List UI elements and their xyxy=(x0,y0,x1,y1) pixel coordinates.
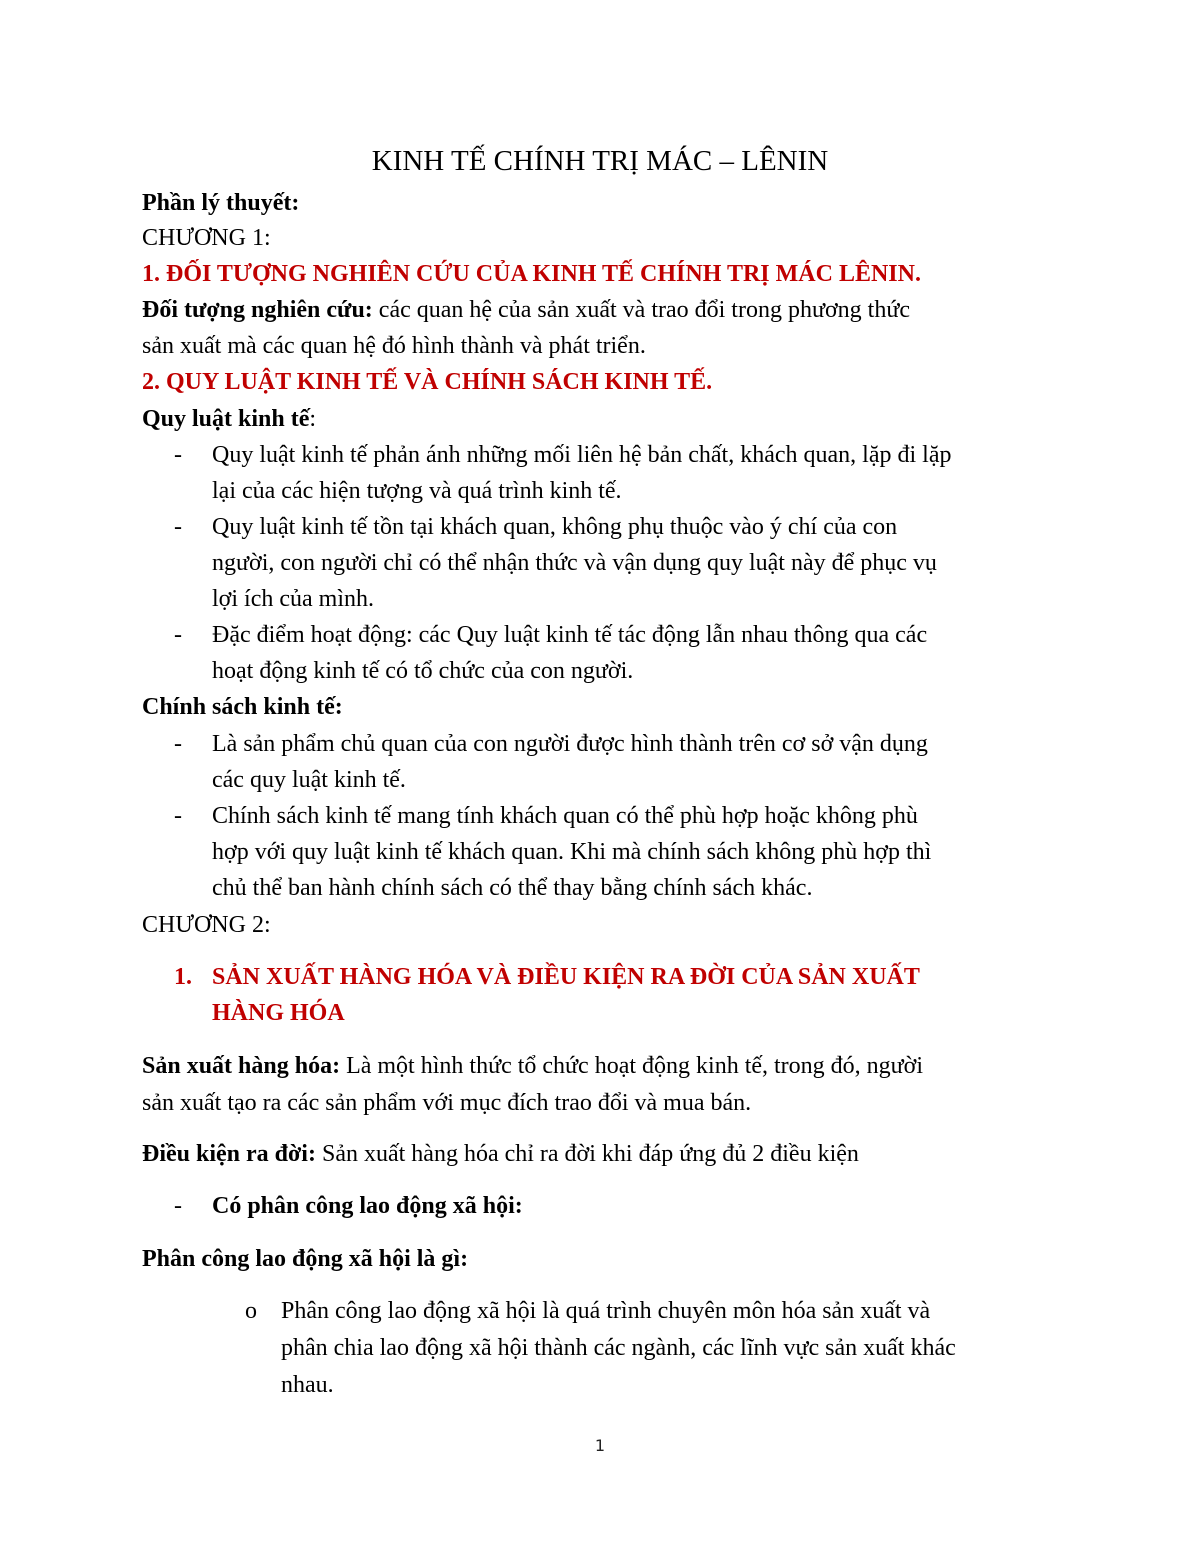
page-number: 1 xyxy=(594,1436,606,1455)
chapter-2-heading: CHƯƠNG 2: xyxy=(142,912,271,938)
economic-law-heading xyxy=(142,404,316,434)
bullet-dash: - xyxy=(174,1193,182,1219)
chapter-1-section-1-title: 1. ĐỐI TƯỢNG NGHIÊN CỨU CỦA KINH TẾ CHÍNH TRỊ MÁC LÊNIN. xyxy=(142,261,921,287)
economic-law-bullet-1-line-1: Quy luật kinh tế phản ánh những mối liên hệ bản chất, khách quan, lặp đi lặp xyxy=(212,442,952,468)
economic-policy-heading: Chính sách kinh tế: xyxy=(142,694,343,720)
bullet-dash: - xyxy=(174,731,182,757)
research-object-paragraph xyxy=(142,295,910,325)
research-object-text-line-2: sản xuất mà các quan hệ đó hình thành và phát triển. xyxy=(142,333,646,359)
commodity-production-label: Sản xuất hàng hóa: xyxy=(142,1053,341,1079)
chapter-1-section-2-title: 2. QUY LUẬT KINH TẾ VÀ CHÍNH SÁCH KINH TẾ. xyxy=(142,369,713,395)
economic-policy-bullet-1-line-1: Là sản phẩm chủ quan của con người được hình thành trên cơ sở vận dụng xyxy=(212,731,928,757)
condition-bullet-1: Có phân công lao động xã hội: xyxy=(212,1193,523,1219)
division-of-labor-bullet-line-3: nhau. xyxy=(281,1372,334,1398)
bullet-dash: - xyxy=(174,514,182,540)
economic-law-bullet-2-line-3: lợi ích của mình. xyxy=(212,586,374,612)
bullet-dash: - xyxy=(174,622,182,648)
bullet-dash: - xyxy=(174,803,182,829)
economic-policy-bullet-2-line-2: hợp với quy luật kinh tế khách quan. Khi mà chính sách không phù hợp thì xyxy=(212,839,932,865)
bullet-circle: o xyxy=(245,1298,257,1324)
theory-heading: Phần lý thuyết: xyxy=(142,190,300,216)
research-object-label: Đối tượng nghiên cứu: xyxy=(142,297,373,323)
economic-law-label: Quy luật kinh tế xyxy=(142,406,310,432)
birth-conditions-text: Sản xuất hàng hóa chỉ ra đời khi đáp ứng đủ 2 điều kiện xyxy=(315,1141,859,1167)
birth-conditions-label: Điều kiện ra đời: xyxy=(142,1141,316,1167)
chapter-2-section-1-title-line-1: SẢN XUẤT HÀNG HÓA VÀ ĐIỀU KIỆN RA ĐỜI CỦA SẢN XUẤT xyxy=(212,964,920,990)
division-of-labor-bullet-line-2: phân chia lao động xã hội thành các ngành, các lĩnh vực sản xuất khác xyxy=(281,1335,956,1361)
economic-law-bullet-1-line-2: lại của các hiện tượng và quá trình kinh tế. xyxy=(212,478,622,504)
document-title: KINH TẾ CHÍNH TRỊ MÁC – LÊNIN xyxy=(371,145,829,177)
economic-law-bullet-3-line-1: Đặc điểm hoạt động: các Quy luật kinh tế tác động lẫn nhau thông qua các xyxy=(212,622,928,648)
chapter-2-section-1-number: 1. xyxy=(174,964,192,990)
bullet-dash: - xyxy=(174,442,182,468)
economic-policy-bullet-2-line-1: Chính sách kinh tế mang tính khách quan có thể phù hợp hoặc không phù xyxy=(212,803,918,829)
chapter-2-section-1-title-line-2: HÀNG HÓA xyxy=(212,1000,345,1026)
division-of-labor-heading: Phân công lao động xã hội là gì: xyxy=(142,1246,469,1272)
division-of-labor-bullet-line-1: Phân công lao động xã hội là quá trình chuyên môn hóa sản xuất và xyxy=(281,1298,931,1324)
birth-conditions-paragraph xyxy=(142,1139,859,1169)
commodity-production-paragraph xyxy=(142,1051,923,1081)
economic-law-colon: : xyxy=(309,406,317,432)
economic-law-bullet-2-line-2: người, con người chỉ có thể nhận thức và vận dụng quy luật này để phục vụ xyxy=(212,550,937,576)
commodity-production-text: Là một hình thức tổ chức hoạt động kinh tế, trong đó, người xyxy=(340,1053,924,1079)
economic-policy-bullet-2-line-3: chủ thể ban hành chính sách có thể thay bằng chính sách khác. xyxy=(212,875,813,901)
chapter-1-heading: CHƯƠNG 1: xyxy=(142,225,271,251)
economic-law-bullet-3-line-2: hoạt động kinh tế có tổ chức của con người. xyxy=(212,658,634,684)
economic-policy-bullet-1-line-2: các quy luật kinh tế. xyxy=(212,767,406,793)
research-object-text: các quan hệ của sản xuất và trao đổi trong phương thức xyxy=(372,297,910,323)
commodity-production-text-line-2: sản xuất tạo ra các sản phẩm với mục đích trao đổi và mua bán. xyxy=(142,1090,752,1116)
economic-law-bullet-2-line-1: Quy luật kinh tế tồn tại khách quan, không phụ thuộc vào ý chí của con xyxy=(212,514,898,540)
